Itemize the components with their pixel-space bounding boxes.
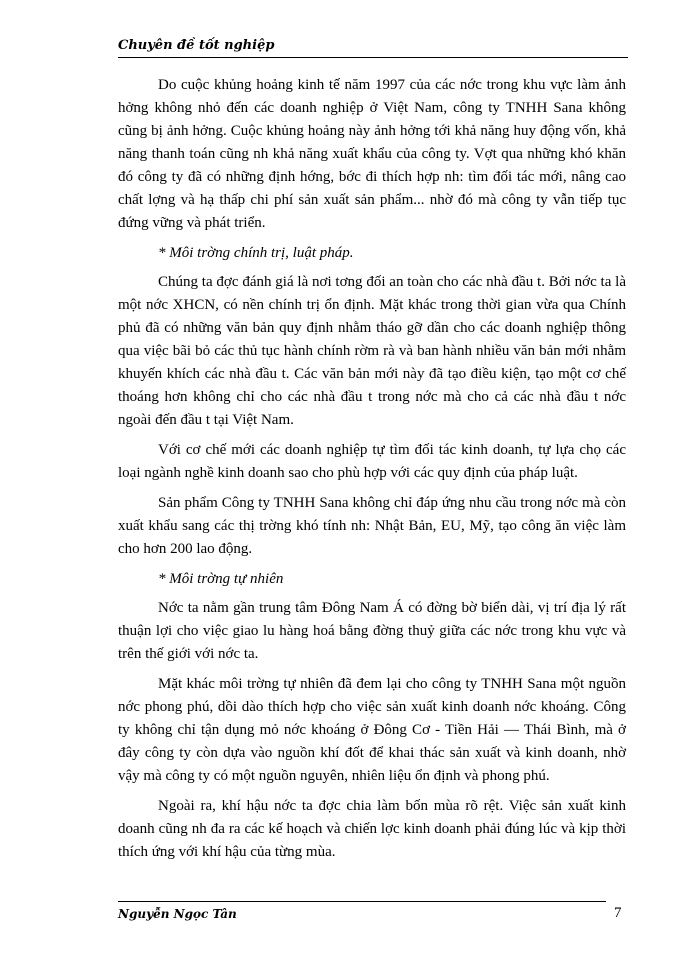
body-text [118,74,626,871]
footer-rule [118,901,606,902]
section-subheading: * Môi trờng tự nhiên [158,571,284,587]
header-title: Chuyên đề tốt nghiệp [118,38,275,53]
paragraph: Với cơ chế mới các doanh nghiệp tự tìm đối tác kinh doanh, tự lựa chọ các loại ngành nghề kinh doanh sao cho phù hợp với các quy định của pháp luật. [118,442,626,481]
page-number: 7 [614,905,622,921]
footer-author: Nguyễn Ngọc Tân [118,907,237,921]
paragraph: Sản phẩm Công ty TNHH Sana không chỉ đáp ứng nhu cầu trong nớc mà còn xuất khẩu sang các thị trờng khó tính nh: Nhật Bản, EU, Mỹ, tạo công ăn việc làm cho hơn 200 lao động. [118,495,626,557]
header-rule [118,57,628,58]
paragraph: Mặt khác môi trờng tự nhiên đã đem lại cho công ty TNHH Sana một nguồn nớc phong phú, dồi dào thích hợp cho việc sản xuất kinh doanh nớc khoáng. Công ty không chỉ tận dụng mỏ nớc khoáng ở Đông Cơ - Tiền Hải — Thái Bình, mà ở đây công ty còn dựa vào nguồn khí đốt để khai thác sản xuất và kinh doanh, nhờ vậy mà công ty có một nguồn nguyên, nhiên liệu ổn định và phong phú. [118,676,626,784]
paragraph: Chúng ta đợc đánh giá là nơi tơng đối an toàn cho các nhà đầu t. Bởi nớc ta là một nớc XHCN, có nền chính trị ổn định. Mặt khác trong thời gian vừa qua Chính phủ đã có những văn bản quy định nhằm tháo gỡ dần cho các doanh nghiệp thông qua việc bãi bỏ các thủ tục hành chính rờm rà và ban hành nhiều văn bản mới nhằm khuyến khích các nhà đầu t. Các văn bản mới này đã tạo điều kiện, tạo một cơ chế thoáng hơn không chỉ cho các nhà đầu t trong nớc mà cho cả các nhà đầu t nớc ngoài đến đầu t tại Việt Nam. [118,274,626,428]
paragraph: Ngoài ra, khí hậu nớc ta đợc chia làm bốn mùa rõ rệt. Việc sản xuất kinh doanh cũng nh đa ra các kế hoạch và chiến lợc kinh doanh phải đúng lúc và kịp thời thích ứng với khí hậu của từng mùa. [118,798,626,860]
paragraph: Do cuộc khủng hoảng kinh tế năm 1997 của các nớc trong khu vực làm ảnh hởng không nhỏ đến các doanh nghiệp ở Việt Nam, công ty TNHH Sana không cũng bị ảnh hởng. Cuộc khủng hoảng này ảnh hởng tới khả năng huy động vốn, khả năng thanh toán cũng nh khả năng xuất khẩu của công ty. Vợt qua những khó khăn đó công ty đã có những định hớng, bớc đi thích hợp nh: tìm đối tác mới, nâng cao chất lợng và hạ thấp chi phí sản xuất sản phẩm... nhờ đó mà công ty vẫn tiếp tục đứng vững và phát triển. [118,77,626,231]
paragraph: Nớc ta nằm gần trung tâm Đông Nam Á có đờng bờ biển dài, vị trí địa lý rất thuận lợi cho việc giao lu hàng hoá bằng đờng thuỷ giữa các nớc trong khu vực và trên thế giới với nớc ta. [118,600,626,662]
section-subheading: * Môi trờng chính trị, luật pháp. [158,245,354,261]
